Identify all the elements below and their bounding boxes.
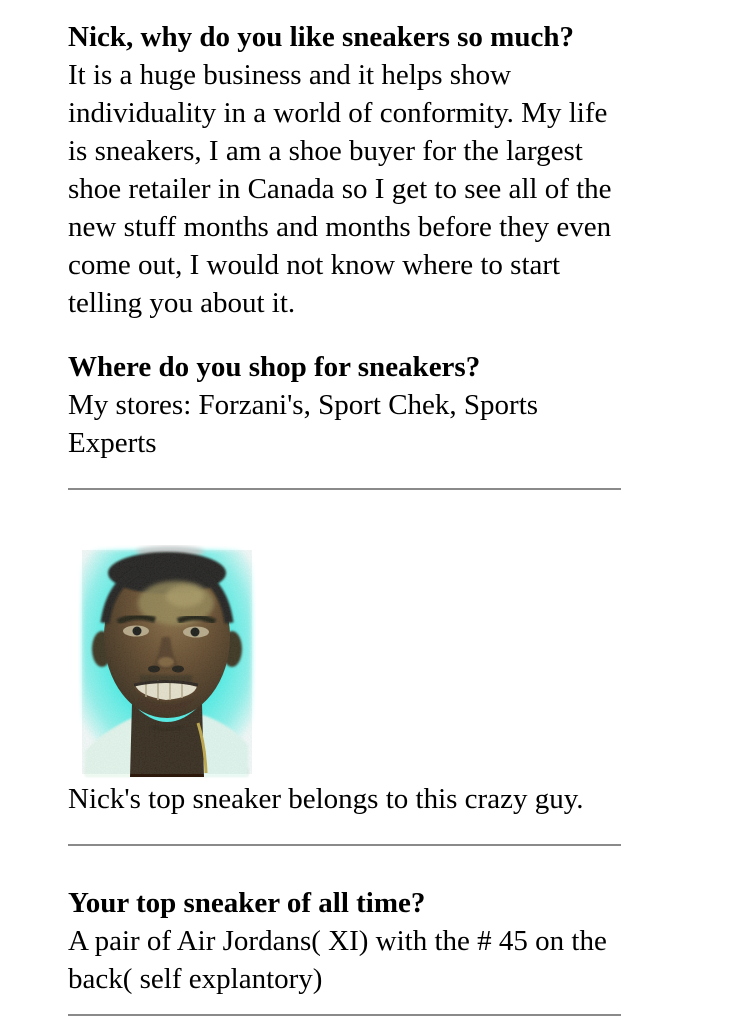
michael-jordan-portrait-svg <box>78 545 256 780</box>
section-divider <box>68 844 621 846</box>
dither-grain <box>82 550 252 774</box>
michael-jordan-photo <box>78 545 256 780</box>
answer-text: My stores: Forzani's, Sport Chek, Sports Experts <box>68 389 539 459</box>
qa-block-1 <box>68 18 624 322</box>
article <box>68 0 624 1016</box>
question-text: Where do you shop for sneakers? <box>68 351 481 383</box>
photo-caption: Nick's top sneaker belongs to this crazy guy. <box>68 783 584 815</box>
section-divider <box>68 1014 621 1016</box>
qa-block-2 <box>68 348 624 462</box>
qa-block-3 <box>68 884 624 998</box>
figure-block <box>68 545 624 818</box>
question-text: Nick, why do you like sneakers so much? <box>68 21 574 53</box>
section-divider <box>68 488 621 490</box>
question-text: Your top sneaker of all time? <box>68 887 426 919</box>
answer-text: A pair of Air Jordans( XI) with the # 45 on the back( self explantory) <box>68 925 607 995</box>
answer-text: It is a huge business and it helps show individuality in a world of conformity. My life is sneakers, I am a shoe buyer for the largest shoe retailer in Canada so I get to see all of the new stuff months and months before they even come out, I would not know where to start telling you about it. <box>68 59 612 319</box>
